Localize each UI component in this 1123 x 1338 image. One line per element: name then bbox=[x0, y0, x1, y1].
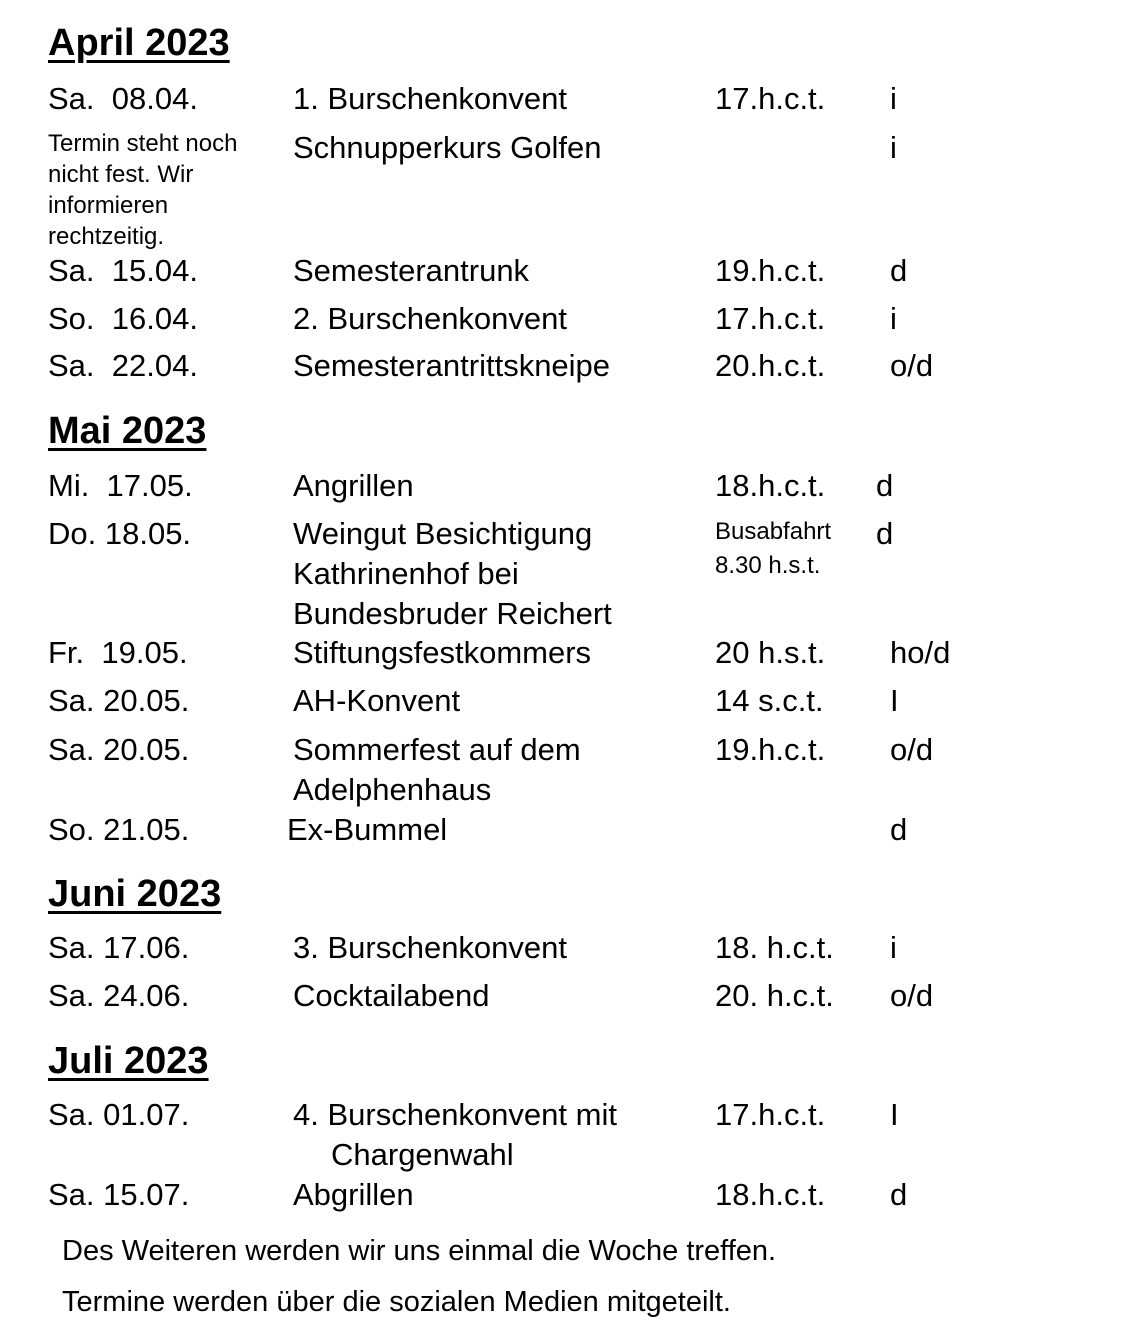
row-code: I bbox=[890, 683, 899, 718]
row-event: 3. Burschenkonvent bbox=[293, 930, 568, 965]
row-date-note: rechtzeitig. bbox=[48, 223, 165, 250]
row-code: i bbox=[890, 81, 897, 116]
row-event: Chargenwahl bbox=[331, 1137, 514, 1172]
row-event: Ex-Bummel bbox=[287, 812, 448, 847]
row-time: 8.30 h.s.t. bbox=[715, 552, 821, 579]
row-date-note: informieren bbox=[48, 192, 169, 219]
row-code: I bbox=[890, 1097, 899, 1132]
row-date-note: nicht fest. Wir bbox=[48, 161, 194, 188]
footer-note: Des Weiteren werden wir uns einmal die Woche treffen. bbox=[62, 1235, 777, 1267]
row-date: Sa. 17.06. bbox=[48, 930, 190, 965]
row-event: 4. Burschenkonvent mit bbox=[293, 1097, 617, 1132]
row-date-note: Termin steht noch bbox=[48, 130, 238, 157]
month-heading-mai: Mai 2023 bbox=[48, 410, 207, 452]
row-code: i bbox=[890, 301, 897, 336]
row-date: Sa. 24.06. bbox=[48, 978, 190, 1013]
row-code: d bbox=[890, 253, 908, 288]
row-code: d bbox=[890, 1177, 908, 1212]
row-time: 20. h.c.t. bbox=[715, 978, 834, 1013]
row-date: Sa. 15.07. bbox=[48, 1177, 190, 1212]
row-event: 1. Burschenkonvent bbox=[293, 81, 568, 116]
row-time: 17.h.c.t. bbox=[715, 81, 826, 116]
month-heading-juli: Juli 2023 bbox=[48, 1040, 209, 1082]
row-time: Busabfahrt bbox=[715, 518, 832, 545]
row-date: Do. 18.05. bbox=[48, 516, 192, 551]
row-time: 20.h.c.t. bbox=[715, 348, 826, 383]
row-code: o/d bbox=[890, 732, 934, 767]
row-time: 18.h.c.t. bbox=[715, 1177, 826, 1212]
row-code: ho/d bbox=[890, 635, 951, 670]
row-code: d bbox=[890, 812, 908, 847]
row-code: o/d bbox=[890, 978, 934, 1013]
row-time: 17.h.c.t. bbox=[715, 301, 826, 336]
row-date: Sa. 08.04. bbox=[48, 81, 198, 116]
row-time: 18. h.c.t. bbox=[715, 930, 834, 965]
row-code: o/d bbox=[890, 348, 934, 383]
row-date: So. 21.05. bbox=[48, 812, 190, 847]
month-heading-juni: Juni 2023 bbox=[48, 873, 222, 915]
footer-note: Termine werden über die sozialen Medien mitgeteilt. bbox=[62, 1286, 731, 1318]
row-code: i bbox=[890, 130, 897, 165]
row-time: 18.h.c.t. bbox=[715, 468, 826, 503]
row-event: 2. Burschenkonvent bbox=[293, 301, 568, 336]
row-event: Bundesbruder Reichert bbox=[293, 596, 612, 631]
row-time: 19.h.c.t. bbox=[715, 253, 826, 288]
row-event: Kathrinenhof bei bbox=[293, 556, 519, 591]
row-event: Weingut Besichtigung bbox=[293, 516, 593, 551]
row-time: 14 s.c.t. bbox=[715, 683, 824, 718]
row-event: Schnupperkurs Golfen bbox=[293, 130, 602, 165]
row-time: 19.h.c.t. bbox=[715, 732, 826, 767]
row-event: Angrillen bbox=[293, 468, 414, 503]
row-event: AH-Konvent bbox=[293, 683, 461, 718]
row-date: So. 16.04. bbox=[48, 301, 198, 336]
row-event: Adelphenhaus bbox=[293, 772, 492, 807]
month-heading-april: April 2023 bbox=[48, 22, 230, 64]
row-event: Sommerfest auf dem bbox=[293, 732, 581, 767]
row-time: 20 h.s.t. bbox=[715, 635, 826, 670]
row-event: Stiftungsfestkommers bbox=[293, 635, 592, 670]
row-date: Sa. 01.07. bbox=[48, 1097, 190, 1132]
row-date: Sa. 20.05. bbox=[48, 732, 190, 767]
row-event: Semesterantrunk bbox=[293, 253, 530, 288]
row-date: Mi. 17.05. bbox=[48, 468, 193, 503]
row-date: Sa. 22.04. bbox=[48, 348, 198, 383]
row-date: Fr. 19.05. bbox=[48, 635, 188, 670]
row-event: Semesterantrittskneipe bbox=[293, 348, 611, 383]
row-event: Abgrillen bbox=[293, 1177, 414, 1212]
row-code: i bbox=[890, 930, 897, 965]
row-date: Sa. 20.05. bbox=[48, 683, 190, 718]
row-date: Sa. 15.04. bbox=[48, 253, 198, 288]
row-code: d bbox=[876, 516, 894, 551]
row-time: 17.h.c.t. bbox=[715, 1097, 826, 1132]
row-event: Cocktailabend bbox=[293, 978, 490, 1013]
row-code: d bbox=[876, 468, 894, 503]
